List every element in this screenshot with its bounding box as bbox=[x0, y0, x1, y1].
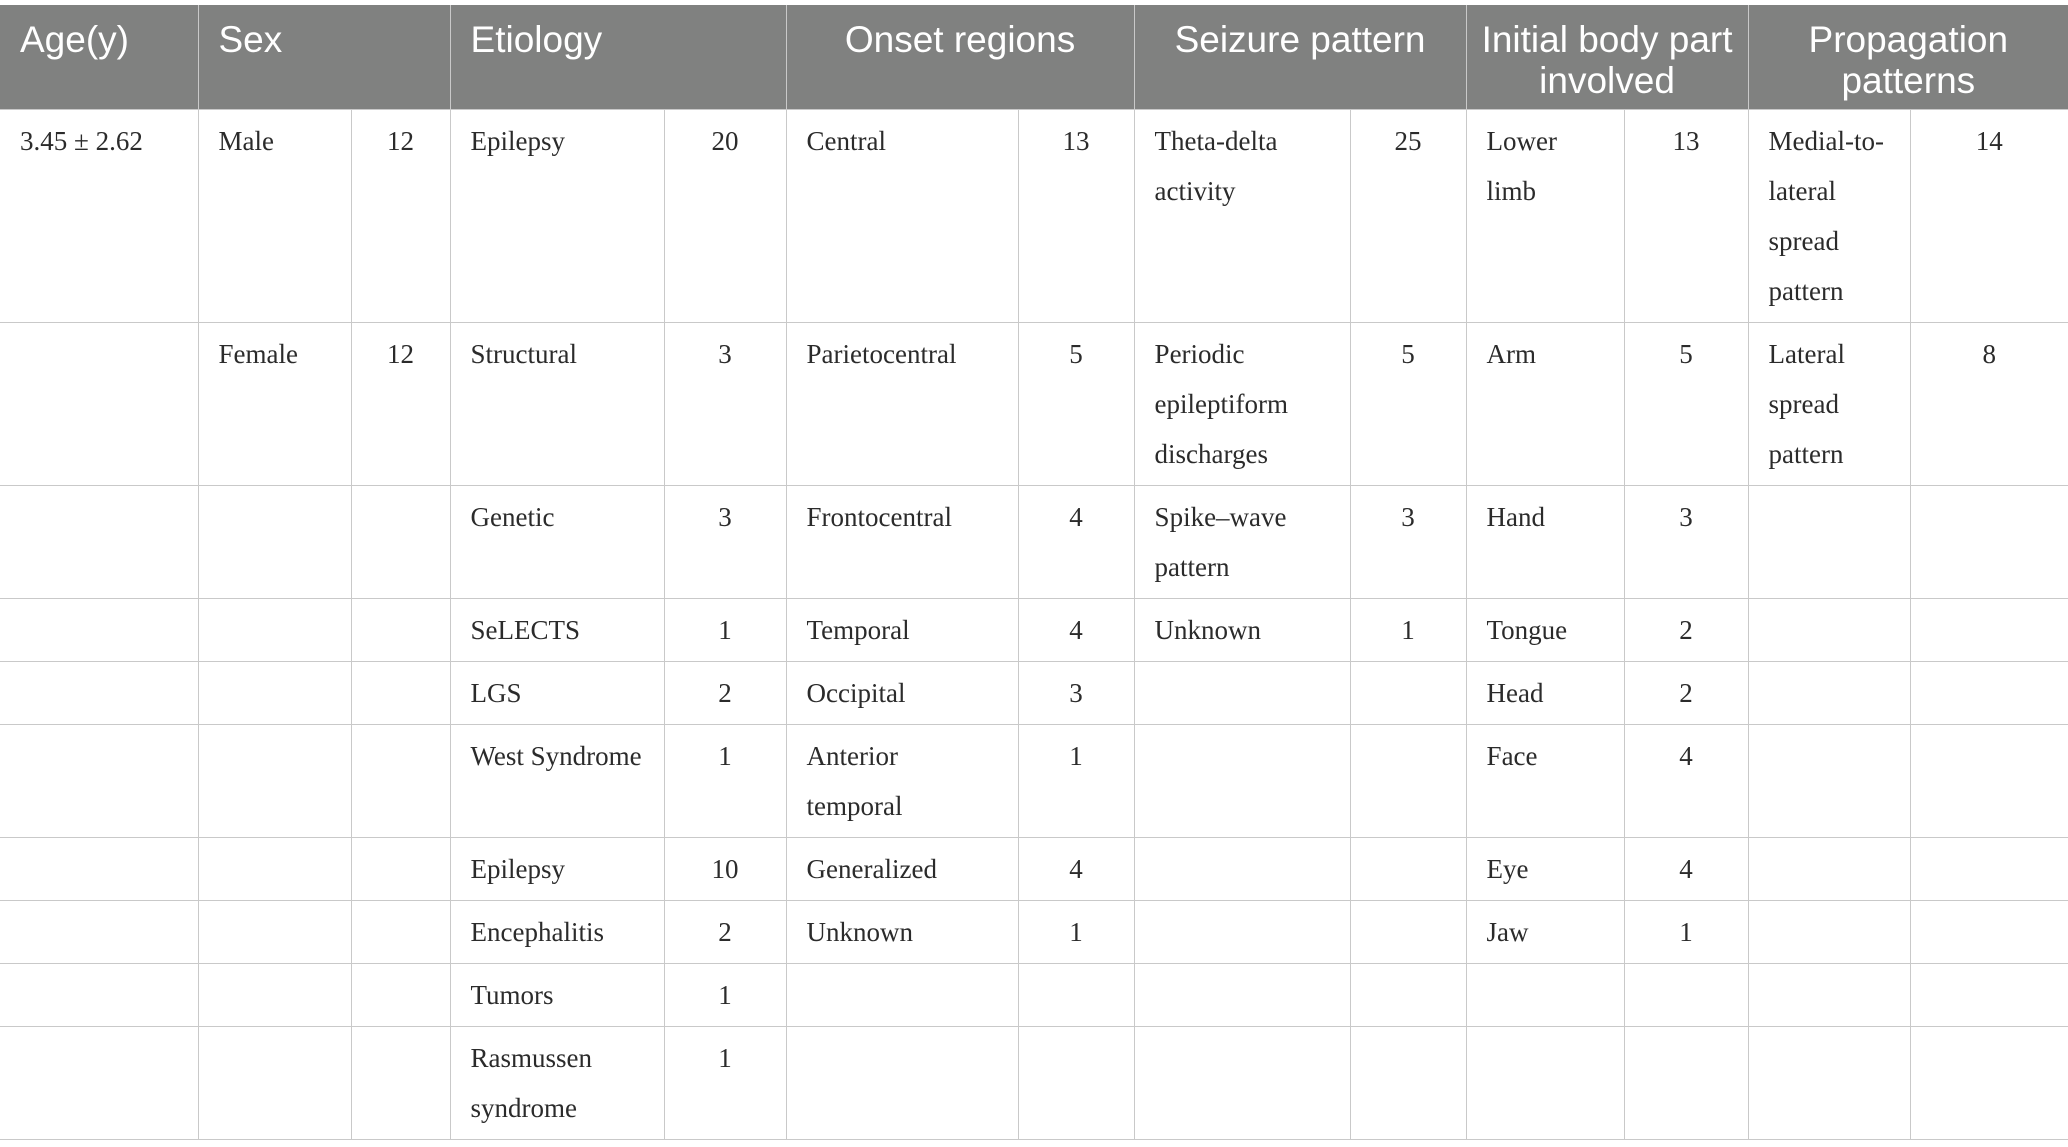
cell-age bbox=[0, 599, 198, 662]
cell-onset-count: 1 bbox=[1018, 901, 1134, 964]
cell-body-part-count: 4 bbox=[1624, 838, 1748, 901]
cell-onset-count: 5 bbox=[1018, 323, 1134, 486]
cell-propagation-count bbox=[1910, 901, 2068, 964]
cell-onset-region: Generalized bbox=[786, 838, 1018, 901]
cell-seizure-count: 3 bbox=[1350, 486, 1466, 599]
cell-body-part-count: 3 bbox=[1624, 486, 1748, 599]
cell-age bbox=[0, 1027, 198, 1140]
cell-sex bbox=[198, 662, 351, 725]
cell-etiology-count: 1 bbox=[664, 725, 786, 838]
cell-propagation-pattern bbox=[1748, 964, 1910, 1027]
header-age: Age(y) bbox=[0, 5, 198, 110]
cell-age bbox=[0, 323, 198, 486]
cell-propagation-count: 8 bbox=[1910, 323, 2068, 486]
cell-etiology-count: 1 bbox=[664, 964, 786, 1027]
table-row bbox=[0, 964, 2068, 1027]
cell-seizure-count bbox=[1350, 662, 1466, 725]
cell-onset-count bbox=[1018, 1027, 1134, 1140]
cell-seizure-pattern: Periodic epileptiform discharges bbox=[1134, 323, 1350, 486]
cell-propagation-count bbox=[1910, 964, 2068, 1027]
cell-onset-count: 3 bbox=[1018, 662, 1134, 725]
cell-seizure-count: 25 bbox=[1350, 110, 1466, 323]
cell-body-part-count: 5 bbox=[1624, 323, 1748, 486]
cell-seizure-pattern: Unknown bbox=[1134, 599, 1350, 662]
header-etiology: Etiology bbox=[450, 5, 786, 110]
header-row bbox=[0, 5, 2068, 110]
cell-age bbox=[0, 901, 198, 964]
cell-seizure-pattern bbox=[1134, 662, 1350, 725]
cell-age bbox=[0, 964, 198, 1027]
cell-sex: Male bbox=[198, 110, 351, 323]
table-body bbox=[0, 110, 2068, 1140]
cell-propagation-count bbox=[1910, 662, 2068, 725]
cell-seizure-pattern: Theta-delta activity bbox=[1134, 110, 1350, 323]
cell-body-part-count: 2 bbox=[1624, 662, 1748, 725]
header-sex: Sex bbox=[198, 5, 450, 110]
table-row bbox=[0, 323, 2068, 486]
cell-sex-count bbox=[351, 662, 450, 725]
cell-propagation-pattern: Medial-to-lateral spread pattern bbox=[1748, 110, 1910, 323]
cell-sex-count bbox=[351, 838, 450, 901]
cell-etiology: Epilepsy bbox=[450, 838, 664, 901]
cell-sex bbox=[198, 901, 351, 964]
cell-body-part: Head bbox=[1466, 662, 1624, 725]
cell-sex-count bbox=[351, 901, 450, 964]
cell-propagation-pattern bbox=[1748, 901, 1910, 964]
table-row bbox=[0, 486, 2068, 599]
cell-etiology: Tumors bbox=[450, 964, 664, 1027]
cell-onset-region: Occipital bbox=[786, 662, 1018, 725]
cell-onset-count: 4 bbox=[1018, 599, 1134, 662]
cell-propagation-pattern: Lateral spread pattern bbox=[1748, 323, 1910, 486]
cell-propagation-pattern bbox=[1748, 1027, 1910, 1140]
cell-propagation-count bbox=[1910, 486, 2068, 599]
cell-onset-region: Parietocentral bbox=[786, 323, 1018, 486]
cell-onset-count bbox=[1018, 964, 1134, 1027]
cell-propagation-pattern bbox=[1748, 599, 1910, 662]
table-row bbox=[0, 838, 2068, 901]
cell-body-part: Jaw bbox=[1466, 901, 1624, 964]
cell-seizure-count bbox=[1350, 725, 1466, 838]
cell-propagation-pattern bbox=[1748, 725, 1910, 838]
cell-seizure-count: 1 bbox=[1350, 599, 1466, 662]
cell-sex bbox=[198, 964, 351, 1027]
cell-body-part: Face bbox=[1466, 725, 1624, 838]
cell-etiology-count: 10 bbox=[664, 838, 786, 901]
cell-propagation-count: 14 bbox=[1910, 110, 2068, 323]
table-row bbox=[0, 725, 2068, 838]
cell-body-part-count bbox=[1624, 964, 1748, 1027]
table-row bbox=[0, 901, 2068, 964]
cell-seizure-count: 5 bbox=[1350, 323, 1466, 486]
cell-sex-count bbox=[351, 725, 450, 838]
cell-sex bbox=[198, 486, 351, 599]
cell-seizure-pattern bbox=[1134, 901, 1350, 964]
cell-body-part: Arm bbox=[1466, 323, 1624, 486]
cell-body-part bbox=[1466, 1027, 1624, 1140]
cell-body-part-count: 13 bbox=[1624, 110, 1748, 323]
cell-sex bbox=[198, 725, 351, 838]
cell-seizure-pattern: Spike–wave pattern bbox=[1134, 486, 1350, 599]
table-row bbox=[0, 599, 2068, 662]
cell-age bbox=[0, 662, 198, 725]
cell-etiology-count: 2 bbox=[664, 901, 786, 964]
cell-etiology: LGS bbox=[450, 662, 664, 725]
cell-sex-count: 12 bbox=[351, 323, 450, 486]
cell-onset-region: Frontocentral bbox=[786, 486, 1018, 599]
cell-sex-count bbox=[351, 1027, 450, 1140]
cell-body-part: Lower limb bbox=[1466, 110, 1624, 323]
table-header bbox=[0, 5, 2068, 110]
cell-etiology: Genetic bbox=[450, 486, 664, 599]
cell-onset-region: Temporal bbox=[786, 599, 1018, 662]
cell-body-part: Hand bbox=[1466, 486, 1624, 599]
cell-sex-count bbox=[351, 599, 450, 662]
cell-age: 3.45 ± 2.62 bbox=[0, 110, 198, 323]
cell-etiology: Epilepsy bbox=[450, 110, 664, 323]
cell-propagation-pattern bbox=[1748, 486, 1910, 599]
cell-propagation-count bbox=[1910, 1027, 2068, 1140]
cell-seizure-count bbox=[1350, 838, 1466, 901]
cell-etiology: Structural bbox=[450, 323, 664, 486]
cell-sex-count bbox=[351, 486, 450, 599]
cell-body-part-count: 1 bbox=[1624, 901, 1748, 964]
cell-propagation-count bbox=[1910, 725, 2068, 838]
header-seizure-pattern: Seizure pattern bbox=[1134, 5, 1466, 110]
cell-onset-region: Unknown bbox=[786, 901, 1018, 964]
cell-sex bbox=[198, 1027, 351, 1140]
cell-sex bbox=[198, 599, 351, 662]
cell-body-part: Tongue bbox=[1466, 599, 1624, 662]
cell-etiology: SeLECTS bbox=[450, 599, 664, 662]
cell-sex bbox=[198, 838, 351, 901]
header-initial-body-part: Initial body part involved bbox=[1466, 5, 1748, 110]
cell-onset-count: 4 bbox=[1018, 486, 1134, 599]
cell-propagation-count bbox=[1910, 599, 2068, 662]
cell-body-part-count: 4 bbox=[1624, 725, 1748, 838]
cell-onset-count: 1 bbox=[1018, 725, 1134, 838]
data-table bbox=[0, 5, 2068, 1140]
cell-etiology: Encephalitis bbox=[450, 901, 664, 964]
cell-etiology: West Syndrome bbox=[450, 725, 664, 838]
cell-etiology-count: 3 bbox=[664, 486, 786, 599]
cell-body-part bbox=[1466, 964, 1624, 1027]
cell-etiology-count: 1 bbox=[664, 599, 786, 662]
header-propagation-patterns: Propagation patterns bbox=[1748, 5, 2068, 110]
cell-propagation-count bbox=[1910, 838, 2068, 901]
cell-etiology: Rasmussen syndrome bbox=[450, 1027, 664, 1140]
cell-seizure-pattern bbox=[1134, 838, 1350, 901]
cell-seizure-pattern bbox=[1134, 725, 1350, 838]
cell-onset-region bbox=[786, 1027, 1018, 1140]
cell-body-part: Eye bbox=[1466, 838, 1624, 901]
cell-sex-count: 12 bbox=[351, 110, 450, 323]
cell-age bbox=[0, 838, 198, 901]
table-row bbox=[0, 110, 2068, 323]
cell-etiology-count: 20 bbox=[664, 110, 786, 323]
cell-seizure-count bbox=[1350, 901, 1466, 964]
cell-seizure-count bbox=[1350, 1027, 1466, 1140]
cell-sex: Female bbox=[198, 323, 351, 486]
cell-etiology-count: 3 bbox=[664, 323, 786, 486]
cell-onset-region: Anterior temporal bbox=[786, 725, 1018, 838]
cell-sex-count bbox=[351, 964, 450, 1027]
cell-etiology-count: 1 bbox=[664, 1027, 786, 1140]
cell-onset-region bbox=[786, 964, 1018, 1027]
cell-body-part-count bbox=[1624, 1027, 1748, 1140]
cell-body-part-count: 2 bbox=[1624, 599, 1748, 662]
cell-seizure-count bbox=[1350, 964, 1466, 1027]
cell-seizure-pattern bbox=[1134, 964, 1350, 1027]
cell-age bbox=[0, 725, 198, 838]
cell-age bbox=[0, 486, 198, 599]
table-row bbox=[0, 1027, 2068, 1140]
cell-onset-count: 4 bbox=[1018, 838, 1134, 901]
cell-propagation-pattern bbox=[1748, 662, 1910, 725]
cell-seizure-pattern bbox=[1134, 1027, 1350, 1140]
table-row bbox=[0, 662, 2068, 725]
cell-onset-region: Central bbox=[786, 110, 1018, 323]
cell-onset-count: 13 bbox=[1018, 110, 1134, 323]
header-onset-regions: Onset regions bbox=[786, 5, 1134, 110]
cell-etiology-count: 2 bbox=[664, 662, 786, 725]
cell-propagation-pattern bbox=[1748, 838, 1910, 901]
